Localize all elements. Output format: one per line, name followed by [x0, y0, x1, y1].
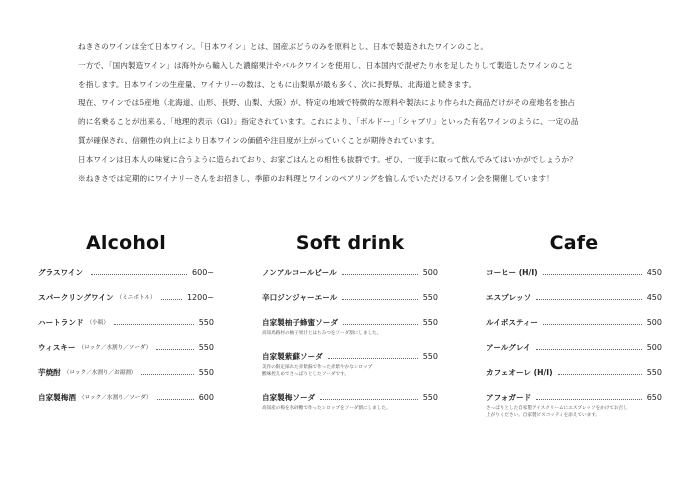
item-note: （ロック／水割り／ソーダ） [78, 395, 152, 401]
soft-drink-column [262, 232, 438, 412]
item-note: （小瓶） [86, 320, 109, 326]
item-price: 550 [422, 392, 438, 402]
intro-text [78, 38, 638, 188]
item-name: アールグレイ [486, 342, 531, 352]
item-name: 自家製梅ソーダ [262, 392, 316, 402]
item-price: 500 [646, 317, 662, 327]
item-name: 自家製柚子蜂蜜ソーダ [262, 317, 338, 327]
item-name: グラスワイン [38, 267, 84, 277]
leader-dots [157, 399, 194, 400]
alcohol-heading: Alcohol [85, 232, 167, 254]
leader-dots [156, 349, 193, 350]
item-name: ルイボスティー [486, 317, 539, 327]
menu-item [486, 391, 662, 419]
item-price: 1200~ [186, 292, 214, 302]
leader-dots [328, 358, 418, 359]
menu-item [262, 350, 438, 378]
item-name: 自家製梅酒 [38, 392, 76, 402]
leader-dots [320, 399, 418, 400]
intro-line: 的に名乗ることが出来る、「地理的表示（GI）」指定されています。これにより、「ボルドー」「シャブリ」といった有名ワインのように、一定の品 [78, 117, 579, 127]
menu-item [38, 266, 214, 278]
intro-line: 一方で、「国内製造ワイン」は海外から輸入した濃縮果汁やバルクワインを使用し、日本国内で混ぜたり水を足したりして製造したワインのこと [78, 60, 574, 70]
item-description: 上がりください。自家製ビスコッティを添えています。 [486, 413, 601, 418]
item-name: ウィスキー [38, 342, 76, 352]
item-price: 500 [646, 342, 662, 352]
item-note: （ミニボトル） [116, 295, 156, 301]
item-name: アフォガード [486, 392, 532, 402]
item-price: 550 [646, 367, 662, 377]
intro-line: 現在、ワインでは5産地（北海道、山形、長野、山梨、大阪）が、特定の地域で特徴的な原料や製法により作られた商品だけがその産地名を独占 [78, 98, 576, 108]
cafe-heading: Cafe [549, 232, 599, 254]
item-description: 高知馬路村の柚子果汁とはちみつをソーダ割にしました。 [262, 331, 382, 336]
item-price: 550 [422, 292, 438, 302]
menu-item [38, 316, 214, 328]
item-price: 650 [646, 392, 662, 402]
menu-item [38, 366, 214, 378]
menu-item [262, 291, 438, 303]
leader-dots [161, 299, 182, 300]
item-name: スパークリングワイン [38, 292, 114, 302]
item-price: 600 [198, 392, 214, 402]
item-name: ノンアルコールビール [262, 267, 337, 277]
leader-dots [342, 299, 417, 300]
menu-item [38, 341, 214, 353]
item-name: ハートランド [38, 317, 84, 327]
item-description: 美作の限定採れた赤紫蘇で作った赤紫やかなシロップ [262, 365, 373, 370]
leader-dots [343, 324, 418, 325]
menu-item [486, 366, 662, 378]
menu-item [262, 266, 438, 278]
item-name: カフェオーレ (H/I) [486, 367, 553, 377]
leader-dots [536, 299, 642, 300]
intro-line: を指します。日本ワインの生産量、ワイナリーの数は、ともに山梨県が最も多く、次に長野県、北海道と続きます。 [78, 79, 477, 89]
item-name: 辛口ジンジャーエール [262, 292, 338, 302]
leader-dots [91, 274, 187, 275]
item-note: （ロック／水割り／ソーダ） [78, 345, 152, 351]
leader-dots [536, 349, 642, 350]
intro-line: 日本ワインは日本人の味覚に合うように造られており、お家ごはんとの相性も抜群です。ぜひ、一度手に取って飲んでみてはいかがでしょうか？ [78, 154, 577, 164]
menu-item [262, 316, 438, 337]
item-description: さっぱりとした自家製アイスクリームにエスプレッソをかけてお召し [486, 406, 628, 411]
soft-drink-heading: Soft drink [295, 232, 405, 254]
menu-item [38, 291, 214, 303]
leader-dots [536, 399, 642, 400]
leader-dots [558, 374, 642, 375]
item-note: （ロック／水割り／お湯割） [63, 370, 137, 376]
leader-dots [543, 274, 642, 275]
item-price: 600~ [192, 267, 214, 277]
item-name: エスプレッソ [486, 292, 532, 302]
item-price: 500 [422, 267, 438, 277]
item-price: 550 [422, 351, 438, 361]
leader-dots [543, 324, 642, 325]
leader-dots [141, 374, 193, 375]
item-description: 酸味控えめでさっぱりとしたソーダです。 [262, 372, 349, 377]
leader-dots [114, 324, 194, 325]
menu-item [486, 341, 662, 353]
leader-dots [342, 274, 418, 275]
alcohol-column [38, 232, 214, 403]
item-name: 自家製紫蘇ソーダ [262, 351, 323, 361]
intro-line: ※ねきさでは定期的にワイナリーさんをお招きし、季節のお料理とワインのペアリングを愉しんでいただけるワイン会を開催しています！ [78, 173, 554, 183]
item-name: コーヒー (H/I) [486, 267, 538, 277]
item-price: 550 [198, 342, 214, 352]
menu-item [262, 391, 438, 412]
item-description: 高知産の梅を氷砂糖で作ったシロップをソーダ割にしました。 [262, 406, 391, 411]
menu-item [38, 391, 214, 403]
item-price: 550 [422, 317, 438, 327]
intro-line: ねきさのワインは全て日本ワイン。「日本ワイン」とは、国産ぶどうのみを原料とし、日本で製造されたワインのこと。 [78, 42, 489, 51]
cafe-column [486, 232, 662, 419]
item-price: 550 [198, 317, 214, 327]
menu-item [486, 291, 662, 303]
item-price: 450 [646, 292, 662, 302]
menu-item [486, 266, 662, 278]
item-price: 450 [646, 267, 662, 277]
menu-item [486, 316, 662, 328]
item-price: 550 [198, 367, 214, 377]
item-name: 芋焼酎 [38, 367, 61, 377]
intro-line: 質が確保され、信頼性の向上により日本ワインの価値や注目度が上がっていくことが期待されています。 [78, 135, 440, 145]
